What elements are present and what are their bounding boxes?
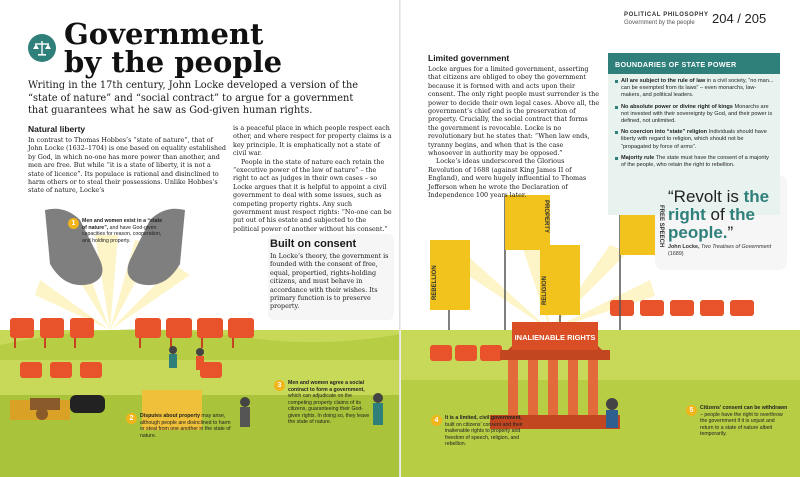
callout-bold: Disputes about property <box>140 413 200 419</box>
natural-liberty-col1 <box>28 124 228 195</box>
dome-label: INALIENABLE RIGHTS <box>514 333 596 342</box>
quote-highlight-2: the people. <box>668 205 755 242</box>
quote-year: (1689) <box>668 250 684 257</box>
flag-free-speech: FREE SPEECH <box>658 205 664 248</box>
intro-paragraph: Writing in the 17th century, John Locke developed a version of the “state of nature” and “social contract” to argue for a government that guarantees what he saw as God-given human rights. <box>28 80 359 116</box>
boundaries-heading: BOUNDARIES OF STATE POWER <box>608 55 780 74</box>
callout-bold: Men and women agree a social contract to form a government, <box>288 380 365 393</box>
flag-property: PROPERTY <box>543 200 549 234</box>
quote-post: ” <box>727 223 734 242</box>
limited-government <box>428 53 600 200</box>
quote-work: Two Treatises of Government <box>700 244 772 250</box>
callout-text: built on citizens’ consent and their inalienable rights to property and freedom of speech, religion, and rebellion. <box>445 421 523 447</box>
boundary-item <box>615 129 774 151</box>
callout-3 <box>277 380 370 426</box>
limited-government-text-1: Locke argues for a limited government, asserting that citizens are obliged to obey the government because it is formed with and acts upon their consent. The only right people must surrender is the power to decide their own legal cases. Above all, the government’s chief end is the preservation of property. Crucially, the social contract that forms the government is revocable. Locke is no revolutionary but he states that: “When law ends, tyranny begins, and when that is the case whosoever in authority may be opposed.” <box>428 65 600 158</box>
consent-body: In Locke’s theory, the government is founded with the consent of free, equal, propertied, rights-holding citizens, and must behave in accordance with their wishes. Its primary function is to preserve property. <box>270 252 389 311</box>
flag-religion: RELIGION <box>542 275 548 305</box>
callout-5 <box>689 405 788 438</box>
callout-number: 3 <box>274 380 285 391</box>
callout-text: and have God-given capacities for reason, cooperation, and holding property. <box>82 224 162 244</box>
boundary-item-bold: Majority rule <box>621 154 655 161</box>
natural-liberty-text-3: People in the state of nature each retain the “executive power of the law of nature” – the right to act as judges in their own cases – so Locke argues that it is helpful to appoint a civil government to deal with some issues, such as competing property rights. Any such government must respect rights: “No-one can be put out of his estate and subjected to the political power of another without his consent.” <box>233 157 392 233</box>
boundary-item-text: Monarchs are not invested with their sovereignty by God, and their power is defined, not unlimited. <box>621 103 773 125</box>
boundary-item-bold: All are subject to the rule of law <box>621 78 706 84</box>
boundary-item-text: Individuals should have liberty with regard to religion, which should not be “propagated by force of arms”. <box>621 129 767 150</box>
callout-number: 5 <box>686 405 697 416</box>
page-numbers: 204 / 205 <box>712 11 767 26</box>
quote-author: John Locke, <box>668 244 700 250</box>
consent-heading: Built on consent <box>270 238 357 250</box>
boundary-item-text: in a civil society, “no man... can be exempted from its laws” – even monarchs, law-makers, and political leaders. <box>621 78 774 99</box>
flag-rebellion: REBELLION <box>432 265 438 300</box>
natural-liberty-heading: Natural liberty <box>28 124 86 134</box>
title-line2: by the people <box>64 45 283 79</box>
callout-text: which can adjudicate on the competing property claims of its citizens, guaranteeing their God-given rights. In doing so, they leave the state of nature. <box>288 393 370 425</box>
limited-government-heading: Limited government <box>428 53 510 63</box>
callout-number: 2 <box>126 413 137 424</box>
callout-text: may arise, although people are disinclined to harm or steal from one another in the state of nature. <box>140 413 231 439</box>
section-title: POLITICAL PHILOSOPHY <box>624 12 709 18</box>
boundary-item-text: The state must have the consent of a majority of the people, who retain the right to rebellion. <box>621 154 769 169</box>
callout-1 <box>71 218 164 244</box>
page-title <box>64 17 304 79</box>
limited-government-text-2: Locke’s ideas underscored the Glorious Revolution of 1688 (against King James II of England), and were hugely influential to Thomas Jefferson when he wrote the Declaration of Independence 100 years later. <box>428 157 587 200</box>
pull-quote <box>668 188 788 242</box>
natural-liberty-text-2: is a peaceful place in which people respect each other, and where respect for property claims is a key principle. It is emphatically not a state of civil war. <box>233 124 392 158</box>
scales-icon <box>28 34 56 62</box>
boundary-item <box>615 78 774 100</box>
boundary-item-bold: No absolute power or divine right of kings <box>621 103 733 110</box>
quote-mid: of <box>705 205 730 224</box>
boundaries-list <box>608 78 780 169</box>
callout-text: – people have the right to overthrow the government if it is unjust and return to a state of nature albeit temporarily. <box>700 411 783 437</box>
callout-number: 4 <box>431 415 442 426</box>
callout-2 <box>129 413 235 439</box>
callout-number: 1 <box>68 218 79 229</box>
title-line1: Government <box>64 17 264 51</box>
quote-attribution <box>668 244 788 258</box>
quote-highlight-1: the right <box>668 187 770 224</box>
callout-bold: It is a limited, civil government, <box>445 415 522 421</box>
boundary-item <box>615 104 774 126</box>
callout-bold: Men and women exist in a “state of nature”, <box>82 218 163 231</box>
boundary-item-bold: No coercion into “state” religion <box>621 129 708 136</box>
natural-liberty-col2 <box>233 124 393 233</box>
callout-4 <box>434 415 525 448</box>
subsection-title: Government by the people <box>624 20 695 26</box>
quote-pre: “Revolt is <box>668 187 744 206</box>
boundary-item <box>615 155 774 169</box>
natural-liberty-text-1: In contrast to Thomas Hobbes’s “state of nature”, that of John Locke (1632–1704) is one based on equality established by God, in which no-one has more power than another, and men are free. But while “it is a state of liberty, it is not a state of licence”. Its populace is rational and disinclined to harm others or to steal their possessions. Unlike Hobbes’s state of nature, Locke’s <box>28 136 226 195</box>
callout-bold: Citizens’ consent can be withdrawn <box>700 405 788 411</box>
